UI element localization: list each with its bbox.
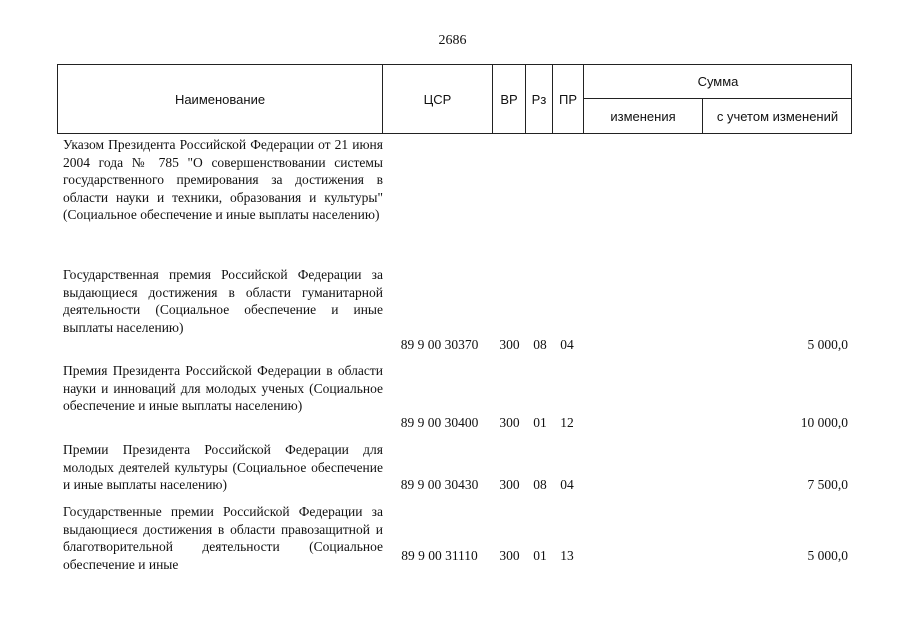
header-pr: ПР bbox=[558, 91, 577, 107]
row-pr: 13 bbox=[560, 548, 574, 563]
row-csr: 89 9 00 31110 bbox=[401, 548, 478, 563]
row-sum: 10 000,0 bbox=[800, 415, 848, 430]
row-name: Премия Президента Российской Федерации в области науки и инноваций для молодых ученых (Социальное обеспечение и иные выплаты населению) bbox=[63, 363, 383, 414]
header-with-changes: с учетом изменений bbox=[716, 108, 839, 124]
row-sum: 7 500,0 bbox=[807, 477, 848, 492]
row-name: Премии Президента Российской Федерации для молодых деятелей культуры (Социальное обеспечение и иные выплаты населению) bbox=[63, 442, 383, 493]
row-pr: 12 bbox=[560, 415, 574, 430]
row-csr: 89 9 00 30430 bbox=[400, 477, 479, 492]
row-sum: 5 000,0 bbox=[807, 337, 848, 352]
row-sum: 5 000,0 bbox=[807, 548, 848, 563]
table-header bbox=[57, 64, 852, 134]
row-vr: 300 bbox=[499, 337, 520, 352]
row-rz: 01 bbox=[533, 548, 547, 563]
row-pr: 04 bbox=[560, 337, 574, 352]
row-rz: 08 bbox=[533, 477, 547, 492]
row-pr: 04 bbox=[560, 477, 574, 492]
header-rz: Рз bbox=[531, 91, 547, 107]
row-name: Государственные премии Российской Федерации за выдающиеся достижения в области правозащитной и благотворительной деятельности (Социальное обеспечение и иные bbox=[63, 504, 383, 572]
row-rz: 08 bbox=[533, 337, 547, 352]
header-csr: ЦСР bbox=[423, 91, 452, 107]
row-vr: 300 bbox=[499, 548, 520, 563]
header-sum: Сумма bbox=[697, 74, 739, 89]
page-number: 2686 bbox=[438, 33, 467, 48]
row-csr: 89 9 00 30370 bbox=[400, 337, 479, 352]
header-vr: ВР bbox=[500, 91, 518, 107]
row-name: Государственная премия Российской Федерации за выдающиеся достижения в области гуманитарной деятельности (Социальное обеспечение и иные выплаты населению) bbox=[63, 267, 383, 335]
header-name: Наименование bbox=[174, 91, 266, 107]
header-changes: изменения bbox=[610, 108, 676, 124]
row-rz: 01 bbox=[533, 415, 547, 430]
row-csr: 89 9 00 30400 bbox=[400, 415, 479, 430]
row-vr: 300 bbox=[499, 477, 520, 492]
row-name: Указом Президента Российской Федерации от 21 июня 2004 года № 785 "О совершенствовании системы государственного премирования за достижения в области науки и техники, образования и культуры" (Социальное обеспечение и иные выплаты населению) bbox=[63, 137, 383, 223]
row-vr: 300 bbox=[499, 415, 520, 430]
